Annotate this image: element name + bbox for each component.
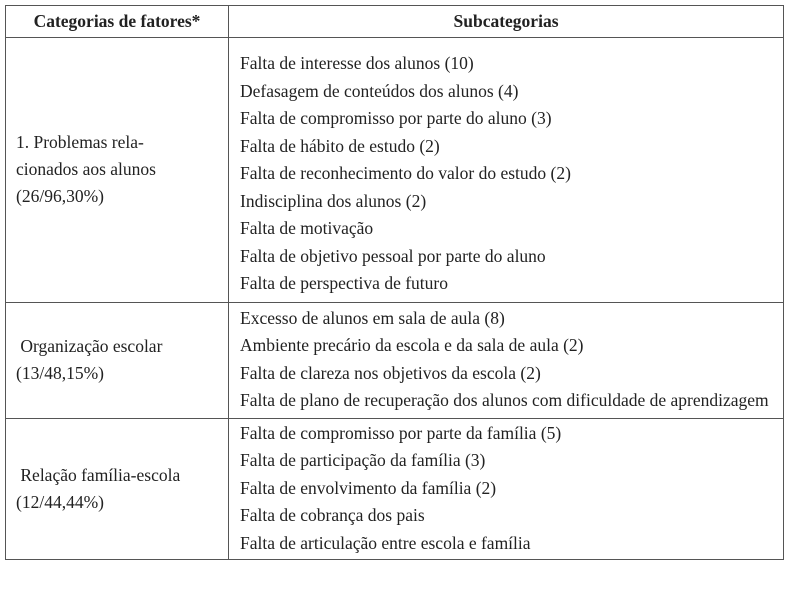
- category-label-line: cionados aos alunos: [16, 159, 156, 180]
- table-row-student-problems: [6, 38, 784, 303]
- subcategory-item: Falta de interesse dos alunos (10): [240, 53, 474, 73]
- table-row-school-organization: [6, 302, 784, 418]
- subcategory-cell: [229, 302, 784, 418]
- subcategory-item: Ambiente precário da escola e da sala de aula (2): [240, 335, 584, 355]
- subcategory-item: Falta de clareza nos objetivos da escola (2): [240, 362, 541, 383]
- category-count: (13/48,15%): [16, 363, 104, 383]
- subcategory-list: [240, 420, 771, 558]
- category-count: (12/44,44%): [16, 491, 104, 512]
- subcategory-list: [240, 305, 771, 415]
- subcategory-item: Falta de envolvimento da família (2): [240, 477, 497, 498]
- subcategory-item: Excesso de alunos em sala de aula (8): [240, 307, 505, 328]
- subcategory-item: Defasagem de conteúdos dos alunos (4): [240, 80, 519, 101]
- subcategory-cell: [229, 418, 784, 560]
- category-label-line: Organização escolar: [16, 336, 163, 356]
- factors-table: [5, 5, 784, 560]
- category-label-line: Relação família-escola: [16, 464, 181, 485]
- subcategory-item: Falta de reconhecimento do valor do estudo (2): [240, 163, 571, 183]
- category-cell: [6, 418, 229, 560]
- subcategory-item: Falta de plano de recuperação dos alunos com dificuldade de aprendizagem: [240, 390, 769, 410]
- category-cell: [6, 302, 229, 418]
- subcategory-list: [240, 50, 771, 298]
- category-label-line: 1. Problemas rela-: [16, 132, 144, 153]
- subcategory-item: Falta de motivação: [240, 218, 374, 238]
- category-cell: [6, 38, 229, 303]
- subcategory-item: Falta de cobrança dos pais: [240, 505, 425, 525]
- header-row: [6, 6, 784, 38]
- subcategory-item: Falta de articulação entre escola e família: [240, 532, 531, 553]
- subcategory-cell: [229, 38, 784, 303]
- subcategory-item: Falta de objetivo pessoal por parte do aluno: [240, 245, 546, 266]
- subcategory-item: Falta de hábito de estudo (2): [240, 135, 440, 156]
- category-count: (26/96,30%): [16, 186, 104, 207]
- table-row-family-school: [6, 418, 784, 560]
- subcategory-item: Falta de compromisso por parte do aluno (3): [240, 108, 552, 128]
- header-subcategories: Subcategorias: [229, 6, 784, 38]
- subcategory-item: Falta de compromisso por parte da família (5): [240, 422, 562, 443]
- subcategory-item: Indisciplina dos alunos (2): [240, 190, 427, 211]
- header-categories: Categorias de fatores*: [6, 6, 229, 38]
- subcategory-item: Falta de perspectiva de futuro: [240, 273, 448, 293]
- subcategory-item: Falta de participação da família (3): [240, 450, 486, 470]
